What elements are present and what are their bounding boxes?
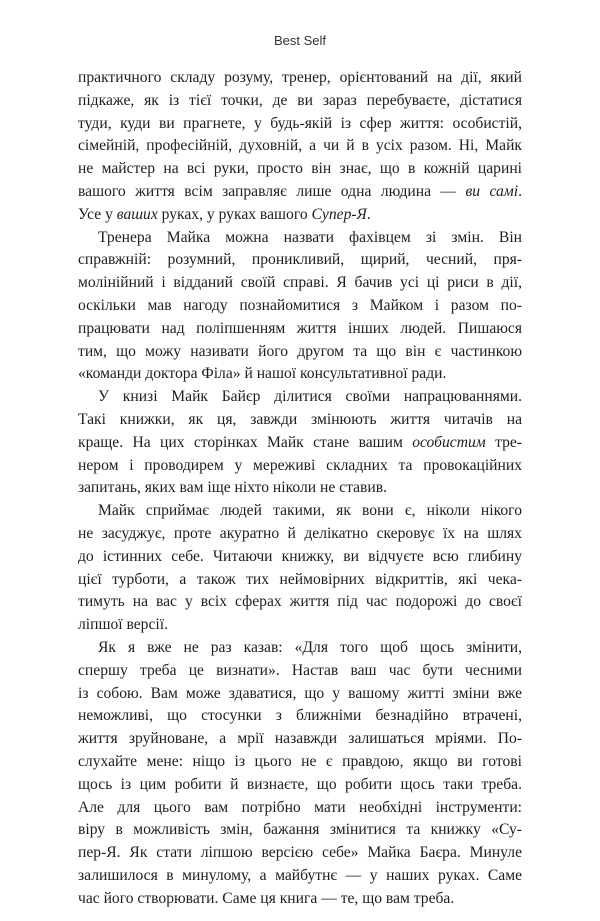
text-segment: Але для цього вам потрібно мати необхідні інструменти: (78, 798, 522, 816)
text-segment: Тренера Майка можна назвати фахівцем зі змін. Він (98, 228, 522, 246)
text-line (78, 865, 522, 888)
text-line (78, 181, 522, 204)
text-segment: туди, куди ви прагнете, у будь-якій із сфер життя: особистій, (78, 114, 522, 132)
text-line (78, 523, 522, 546)
paragraph (78, 637, 522, 911)
text-segment: вашого життя всім заправляє лише одна людина — (78, 182, 466, 200)
page-body (78, 67, 522, 910)
running-header: Best Self (273, 33, 327, 48)
text-segment: життя зруйноване, а мрії назавжди залишаться мріями. По- (78, 730, 522, 748)
text-segment: сімейній, професійній, духовній, а чи й в усіх разом. Ні, Майк (78, 137, 522, 155)
text-line (78, 842, 522, 865)
text-segment: Такі книжки, як ця, завжди змінюють життя читачів на (78, 410, 522, 428)
text-segment: віру в можливість змін, бажання змінитися та книжку «Су- (78, 821, 522, 839)
text-segment: «команди доктора Філа» й нашої консультативної ради. (78, 365, 447, 383)
paragraph (78, 67, 522, 227)
text-line (78, 683, 522, 706)
text-segment: щось із цим робити й визнаєте, що робити щось таки треба. (78, 775, 522, 793)
text-segment: залишилося в минулому, а майбутнє — у наших руках. Саме (78, 866, 522, 884)
text-segment: тимуть на вас у всіх сферах життя під час подорожі до своєї (78, 593, 522, 611)
italic-text: Супер-Я (311, 205, 367, 223)
text-line (78, 341, 522, 364)
paragraph (78, 386, 522, 500)
text-segment: цієї турботи, а також тих неймовірних відкриттів, які чека- (78, 570, 522, 588)
text-line (78, 888, 522, 911)
text-segment: ліпшої версії. (78, 616, 168, 634)
text-segment: працювати над поліпшенням життя інших людей. Пишаюся (78, 319, 522, 337)
text-segment: неможливі, що стосунки з ближніми безнадійно втрачені, (78, 707, 522, 725)
text-line (78, 113, 522, 136)
text-line (78, 272, 522, 295)
text-segment: руках, у руках вашого (157, 205, 312, 223)
paragraph (78, 500, 522, 637)
text-line (78, 705, 522, 728)
text-line (78, 500, 522, 523)
paragraph (78, 227, 522, 387)
text-line (78, 455, 522, 478)
text-line (78, 774, 522, 797)
text-line (78, 249, 522, 272)
text-line (78, 546, 522, 569)
text-segment: Майк сприймає людей такими, як вони є, ніколи нікого (98, 502, 522, 520)
text-segment: . (366, 205, 371, 223)
text-segment: Усе у (78, 205, 117, 223)
text-line (78, 409, 522, 432)
text-segment: нером і проводирем у мереживі складних та провокаційних (78, 456, 522, 474)
text-line (78, 295, 522, 318)
text-line (78, 797, 522, 820)
text-line (78, 614, 522, 637)
italic-text: ви самі (465, 182, 519, 200)
text-line (78, 728, 522, 751)
text-segment: час його створювати. Саме ця книга — те, що вам треба. (78, 889, 455, 907)
text-line (78, 660, 522, 683)
text-line (78, 67, 522, 90)
text-segment: не майстер на всі руки, просто він знає, що в кожній царині (78, 160, 522, 178)
text-line (78, 386, 522, 409)
text-segment: оскільки мав нагоду познайомитися з Майком і разом по- (78, 296, 522, 314)
text-line (78, 318, 522, 341)
text-line (78, 135, 522, 158)
text-segment: . (518, 182, 522, 200)
text-segment: Як я вже не раз казав: «Для того щоб щось змінити, (98, 638, 522, 656)
text-line (78, 363, 522, 386)
text-segment: тим, що можу називати його другом та що він є частинкою (78, 342, 522, 360)
text-line (78, 204, 522, 227)
text-segment: молінійний і відданий своїй справі. Я бачив усі ці риси в дії, (78, 274, 522, 292)
text-segment: тре- (485, 433, 522, 451)
text-segment: до істинних себе. Читаючи книжку, ви відчуєте всю глибину (78, 547, 522, 565)
text-line (78, 637, 522, 660)
text-line (78, 158, 522, 181)
italic-text: ваших (116, 205, 158, 223)
text-segment: слухайте мене: ніщо із цього не є правдою, якщо ви готові (78, 752, 522, 770)
text-segment: справжній: розумний, проникливий, щирий, чесний, пря- (78, 251, 522, 269)
italic-text: особистим (412, 433, 486, 451)
text-line (78, 569, 522, 592)
text-line (78, 819, 522, 842)
text-segment: підкаже, як із тієї точки, де ви зараз перебуваєте, дістатися (78, 91, 522, 109)
text-segment: краще. На цих сторінках Майк стане вашим (78, 433, 413, 451)
text-line (78, 227, 522, 250)
text-line (78, 591, 522, 614)
text-segment: спершу треба це визнати». Настав ваш час бути чесними (78, 661, 522, 679)
text-segment: пер-Я. Як стати ліпшою версією себе» Майка Баєра. Минуле (78, 844, 522, 862)
text-line (78, 90, 522, 113)
text-line (78, 432, 522, 455)
text-segment: У книзі Майк Байєр ділитися своїми напрацюваннями. (98, 388, 522, 406)
text-line (78, 751, 522, 774)
text-segment: запитань, яких вам іще ніхто ніколи не ставив. (78, 479, 387, 497)
text-line (78, 477, 522, 500)
text-segment: із собою. Вам може здаватися, що у вашому житті зміни вже (78, 684, 522, 702)
text-segment: не засуджує, проте акуратно й делікатно скеровує їх на шлях (78, 524, 522, 542)
text-segment: практичного складу розуму, тренер, орієнтований на дії, який (78, 69, 522, 86)
